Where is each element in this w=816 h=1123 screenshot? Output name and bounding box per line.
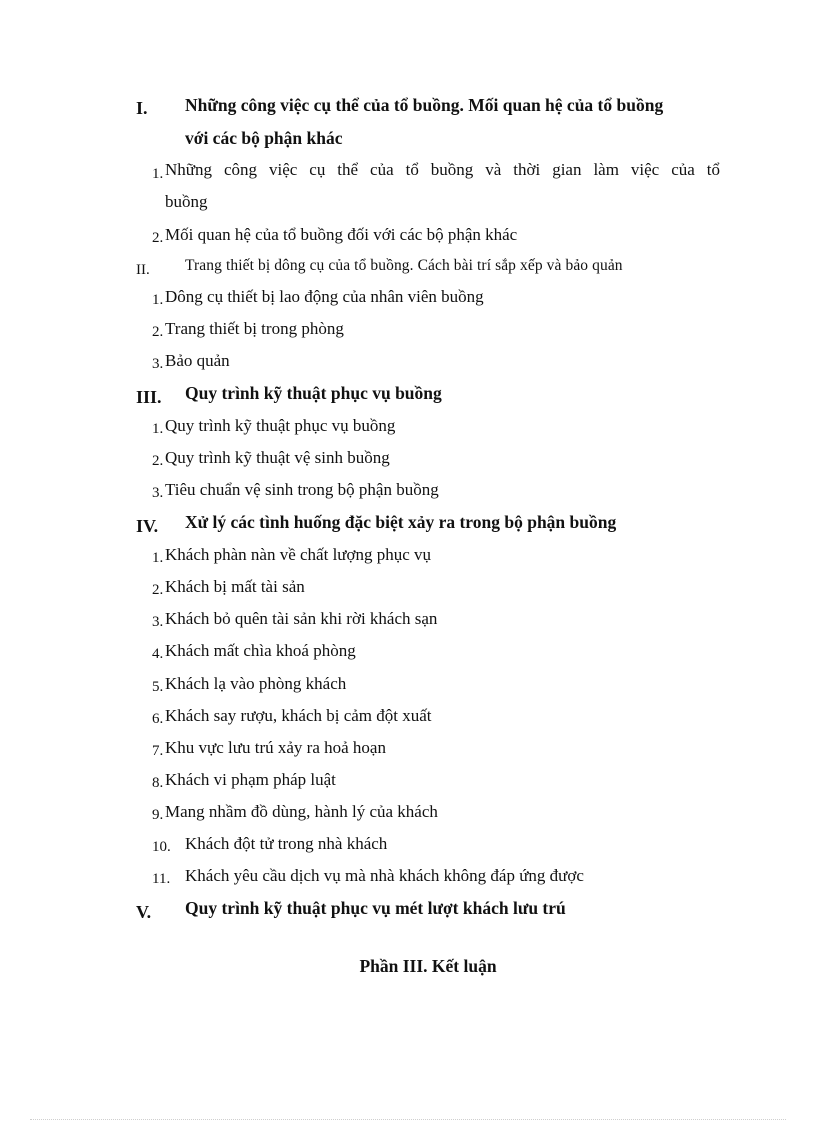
section-title-3: Quy trình kỹ thuật phục vụ buồng xyxy=(185,383,442,403)
item-text: Khách say rượu, khách bị cảm đột xuất xyxy=(165,706,432,725)
item-text-cont: buồng xyxy=(165,192,208,211)
section-title-5: Quy trình kỹ thuật phục vụ mét lượt khách lưu trú xyxy=(185,898,566,918)
item-text: Quy trình kỹ thuật vệ sinh buồng xyxy=(165,448,390,467)
item-number: 4. xyxy=(152,646,164,662)
item-text: Khách yêu cầu dịch vụ mà nhà khách không đáp ứng được xyxy=(185,866,584,885)
section-title-2: Trang thiết bị dông cụ của tổ buồng. Cách bài trí sắp xếp và bảo quản xyxy=(185,257,623,274)
item-number: 1. xyxy=(152,166,164,182)
section-roman-3: III. xyxy=(136,387,162,407)
item-number: 6. xyxy=(152,711,164,727)
section-title-1-line2: với các bộ phận khác xyxy=(185,128,343,148)
item-text: Khu vực lưu trú xảy ra hoả hoạn xyxy=(165,738,386,757)
section-roman-4: IV. xyxy=(136,516,159,536)
item-text: Khách vi phạm pháp luật xyxy=(165,770,336,789)
item-text: Dông cụ thiết bị lao động của nhân viên buồng xyxy=(165,287,484,306)
item-text: Khách bị mất tài sản xyxy=(165,577,305,596)
item-number: 2. xyxy=(152,230,164,246)
item-text: Khách đột tử trong nhà khách xyxy=(185,834,388,853)
item-text: Khách mất chìa khoá phòng xyxy=(165,641,356,660)
item-number: 3. xyxy=(152,485,164,501)
item-number: 9. xyxy=(152,807,164,823)
section-roman-5: V. xyxy=(136,902,152,922)
section-roman-2: II. xyxy=(136,262,150,278)
item-number: 8. xyxy=(152,775,164,791)
item-number: 3. xyxy=(152,356,164,372)
item-text: Tiêu chuẩn vệ sinh trong bộ phận buồng xyxy=(165,480,439,499)
item-number: 1. xyxy=(152,292,164,308)
item-number: 2. xyxy=(152,453,164,469)
section-title-1-line1: Những công việc cụ thể của tổ buồng. Mối quan hệ của tổ buồng xyxy=(185,95,664,115)
item-text: Khách phàn nàn về chất lượng phục vụ xyxy=(165,545,432,564)
item-text: Bảo quản xyxy=(165,351,230,370)
item-number: 7. xyxy=(152,743,164,759)
conclusion-heading: Phần III. Kết luận xyxy=(359,956,497,976)
section-title-4: Xử lý các tình huống đặc biệt xảy ra trong bộ phận buồng xyxy=(185,512,617,532)
item-text: Quy trình kỹ thuật phục vụ buồng xyxy=(165,416,396,435)
item-text: Trang thiết bị trong phòng xyxy=(165,319,344,338)
item-text: Những công việc cụ thể của tổ buồng và thời gian làm việc của tổ xyxy=(165,160,720,179)
item-number: 11. xyxy=(152,871,171,887)
item-number: 1. xyxy=(152,421,164,437)
item-text: Mối quan hệ của tổ buồng đối với các bộ phận khác xyxy=(165,225,518,244)
item-number: 10. xyxy=(152,839,171,855)
page-bottom-divider xyxy=(30,1119,786,1120)
section-roman-1: I. xyxy=(136,98,148,118)
item-text: Mang nhầm đồ dùng, hành lý của khách xyxy=(165,802,438,821)
item-text: Khách bỏ quên tài sản khi rời khách sạn xyxy=(165,609,438,628)
item-number: 1. xyxy=(152,550,164,566)
item-number: 3. xyxy=(152,614,164,630)
item-text: Khách lạ vào phòng khách xyxy=(165,674,347,693)
item-number: 5. xyxy=(152,679,164,695)
item-number: 2. xyxy=(152,324,164,340)
item-number: 2. xyxy=(152,582,164,598)
